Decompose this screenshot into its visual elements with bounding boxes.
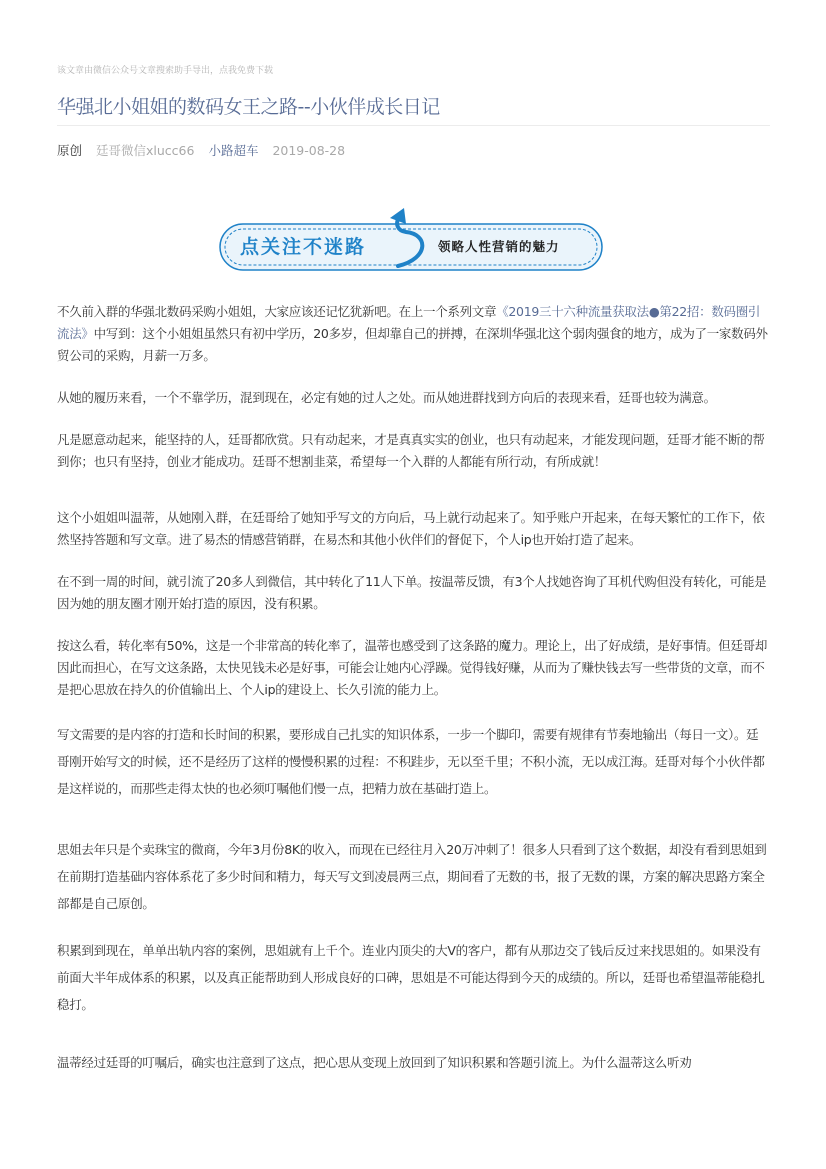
- series-article-link[interactable]: 《2019三十六种流量获取法●第22招：数码圈引流法》: [57, 304, 761, 341]
- account-link[interactable]: 小路超车: [208, 143, 259, 158]
- paragraph-5: 在不到一周的时间，就引流了20多人到微信，其中转化了11人下单。按温蒂反馈，有3个人找她咨询了耳机代购但没有转化，可能是因为她的朋友圈才刚开始打造的原因，没有积累。: [57, 574, 767, 611]
- paragraph-1: [57, 301, 769, 367]
- paragraph-9: 积累到到现在，单单出轨内容的案例，思姐就有上千个。连业内顶尖的大V的客户，都有从那边交了钱后反过来找思姐的。如果没有前面大半年成体系的积累，以及真正能帮助到人形成良好的口碑，思姐是不可能达得到今天的成绩的。所以，廷哥也希望温蒂能稳扎稳打。: [57, 943, 765, 1012]
- author-name: 廷哥微信xlucc66: [96, 143, 195, 158]
- publish-date: 2019-08-28: [272, 143, 346, 158]
- paragraph-4: 这个小姐姐叫温蒂，从她刚入群，在廷哥给了她知乎写文的方向后，马上就行动起来了。知乎账户开起来，在每天繁忙的工作下，依然坚持答题和写文章。进了易杰的情感营销群，在易杰和其他小伙伴们的督促下，个人ip也开始打造了起来。: [57, 510, 765, 547]
- paragraph-7: 写文需要的是内容的打造和长时间的积累，要形成自己扎实的知识体系，一步一个脚印，需要有规律有节奏地输出（每日一文）。廷哥刚开始写文的时候，还不是经历了这样的慢慢积累的过程：不积跬步，无以至千里；不积小流，无以成江海。廷哥对每个小伙伴都是这样说的，而那些走得太快的也必须叮嘱他们慢一点，把精力放在基础打造上。: [57, 727, 765, 796]
- paragraph-2: 从她的履历来看，一个不靠学历，混到现在，必定有她的过人之处。而从她进群找到方向后的表现来看，廷哥也较为满意。: [57, 390, 716, 405]
- follow-banner: [218, 206, 604, 274]
- article-body: [57, 301, 769, 1094]
- export-notice[interactable]: 该文章由微信公众号文章搜索助手导出，点我免费下载: [57, 66, 274, 76]
- banner-slogan: 领略人性营销的魅力: [438, 239, 560, 254]
- banner-follow-text: 点关注不迷路: [240, 236, 367, 258]
- title-divider: [57, 125, 770, 126]
- original-label: 原创: [57, 143, 83, 158]
- paragraph-6: 按这么看，转化率有50%，这是一个非常高的转化率了，温蒂也感受到了这条路的魔力。理论上，出了好成绩，是好事情。但廷哥却因此而担心，在写文这条路，太快见钱未必是好事，可能会让她内心浮躁。觉得钱好赚，从而为了赚快钱去写一些带货的文章，而不是把心思放在持久的价值输出上、个人ip的建设上、长久引流的能力上。: [57, 638, 768, 697]
- paragraph-3: 凡是愿意动起来，能坚持的人，廷哥都欣赏。只有动起来，才是真真实实的创业，也只有动起来，才能发现问题，廷哥才能不断的帮到你；也只有坚持，创业才能成功。廷哥不想割韭菜，希望每一个入群的人都能有所行动，有所成就！: [57, 432, 765, 469]
- article-meta: [57, 141, 355, 159]
- paragraph-8: 思姐去年只是个卖珠宝的微商，今年3月份8K的收入，而现在已经往月入20万冲刺了！很多人只看到了这个数据，却没有看到思姐到在前期打造基础内容体系花了多少时间和精力，每天写文到凌晨两三点，期间看了无数的书，报了无数的课，方案的解决思路方案全部都是自己原创。: [57, 842, 767, 911]
- paragraph-1-text-a: 不久前入群的华强北数码采购小姐姐，大家应该还记忆犹新吧。在上一个系列文章: [57, 304, 497, 319]
- article-title: 华强北小姐姐的数码女王之路--小伙伴成长日记: [57, 96, 440, 118]
- paragraph-1-text-b: 中写到：这个小姐姐虽然只有初中学历，20多岁，但却靠自己的拼搏，在深圳华强北这个弱肉强食的地方，成为了一家数码外贸公司的采购，月薪一万多。: [57, 326, 768, 363]
- paragraph-10: 温蒂经过廷哥的叮嘱后，确实也注意到了这点，把心思从变现上放回到了知识积累和答题引流上。为什么温蒂这么听劝: [57, 1055, 692, 1070]
